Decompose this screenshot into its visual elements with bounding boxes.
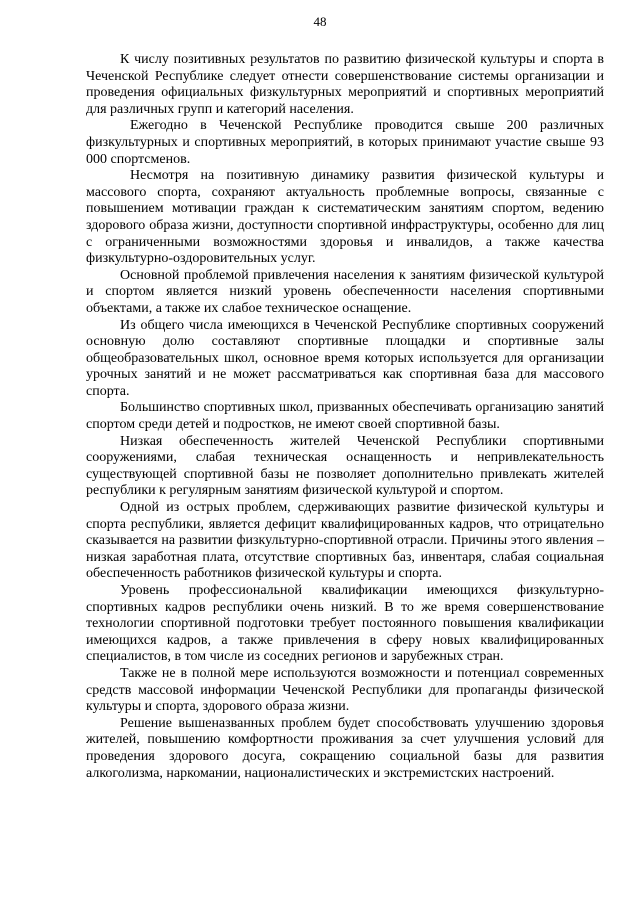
paragraph-4: Основной проблемой привлечения населения к занятиям физической культурой и спортом является низкий уровень обеспеченности населения спортивными объектами, а также их слабое техническое оснащение. — [86, 267, 604, 316]
paragraph-9: Уровень профессиональной квалификации имеющихся физкультурно-спортивных кадров республики очень низкий. В то же время совершенствование технологии спортивной подготовки требует постоянного повышения квалификации имеющихся кадров, а также привлечения в сферу новых квалифицированных специалистов, в том числе из соседних регионов и зарубежных стран. — [86, 583, 604, 665]
paragraph-5: Из общего числа имеющихся в Чеченской Республике спортивных сооружений основную долю составляют спортивные площадки и спортивные залы общеобразовательных школ, основное время которых используется для организации урочных занятий и не может рассматриваться как спортивная база для массового спорта. — [86, 317, 604, 399]
paragraph-10: Также не в полной мере используются возможности и потенциал современных средств массовой информации Чеченской Республики для пропаганды физической культуры и спорта, здорового образа жизни. — [86, 665, 604, 715]
paragraph-11: Решение вышеназванных проблем будет способствовать улучшению здоровья жителей, повышению комфортности проживания за счет улучшения условий для проведения здорового досуга, сокращению социальной базы для развития алкоголизма, наркомании, националистических и экстремистских настроений. — [86, 715, 604, 781]
paragraph-1: К числу позитивных результатов по развитию физической культуры и спорта в Чеченской Республике следует отнести совершенствование системы организации и проведения официальных физкультурных мероприятий и спортивных мероприятий для различных групп и категорий населения. — [86, 52, 604, 117]
paragraph-6: Большинство спортивных школ, призванных обеспечивать организацию занятий спортом среди детей и подростков, не имеют своей спортивной базы. — [86, 400, 604, 433]
paragraph-7: Низкая обеспеченность жителей Чеченской Республики спортивными сооружениями, слабая техническая оснащенность и непривлекательность существующей спортивной базы не позволяет дополнительно привлекать жителей республики к регулярным занятиям физической культурой и спортом. — [86, 433, 604, 499]
page-number: 48 — [313, 14, 327, 29]
paragraph-3: Несмотря на позитивную динамику развития физической культуры и массового спорта, сохраняют актуальность проблемные вопросы, связанные с повышением мотивации граждан к систематическим занятиям спортом, ведению здорового образа жизни, доступности спортивной инфраструктуры, особенно для лиц с ограниченными возможностями здоровья и инвалидов, а также качества физкультурно-оздоровительных услуг. — [86, 168, 604, 267]
paragraph-2: Ежегодно в Чеченской Республике проводится свыше 200 различных физкультурных и спортивных мероприятий, в которых принимают участие свыше 93 000 спортсменов. — [86, 118, 604, 167]
document-body — [86, 52, 604, 782]
paragraph-8: Одной из острых проблем, сдерживающих развитие физической культуры и спорта республики, является дефицит квалифицированных кадров, что отрицательно сказывается на развитии физкультурно-спортивной отрасли. Причины этого явления – низкая заработная плата, отсутствие спортивных баз, инвентаря, слабая социальная обеспеченность работников физической культуры и спорта. — [86, 500, 604, 582]
